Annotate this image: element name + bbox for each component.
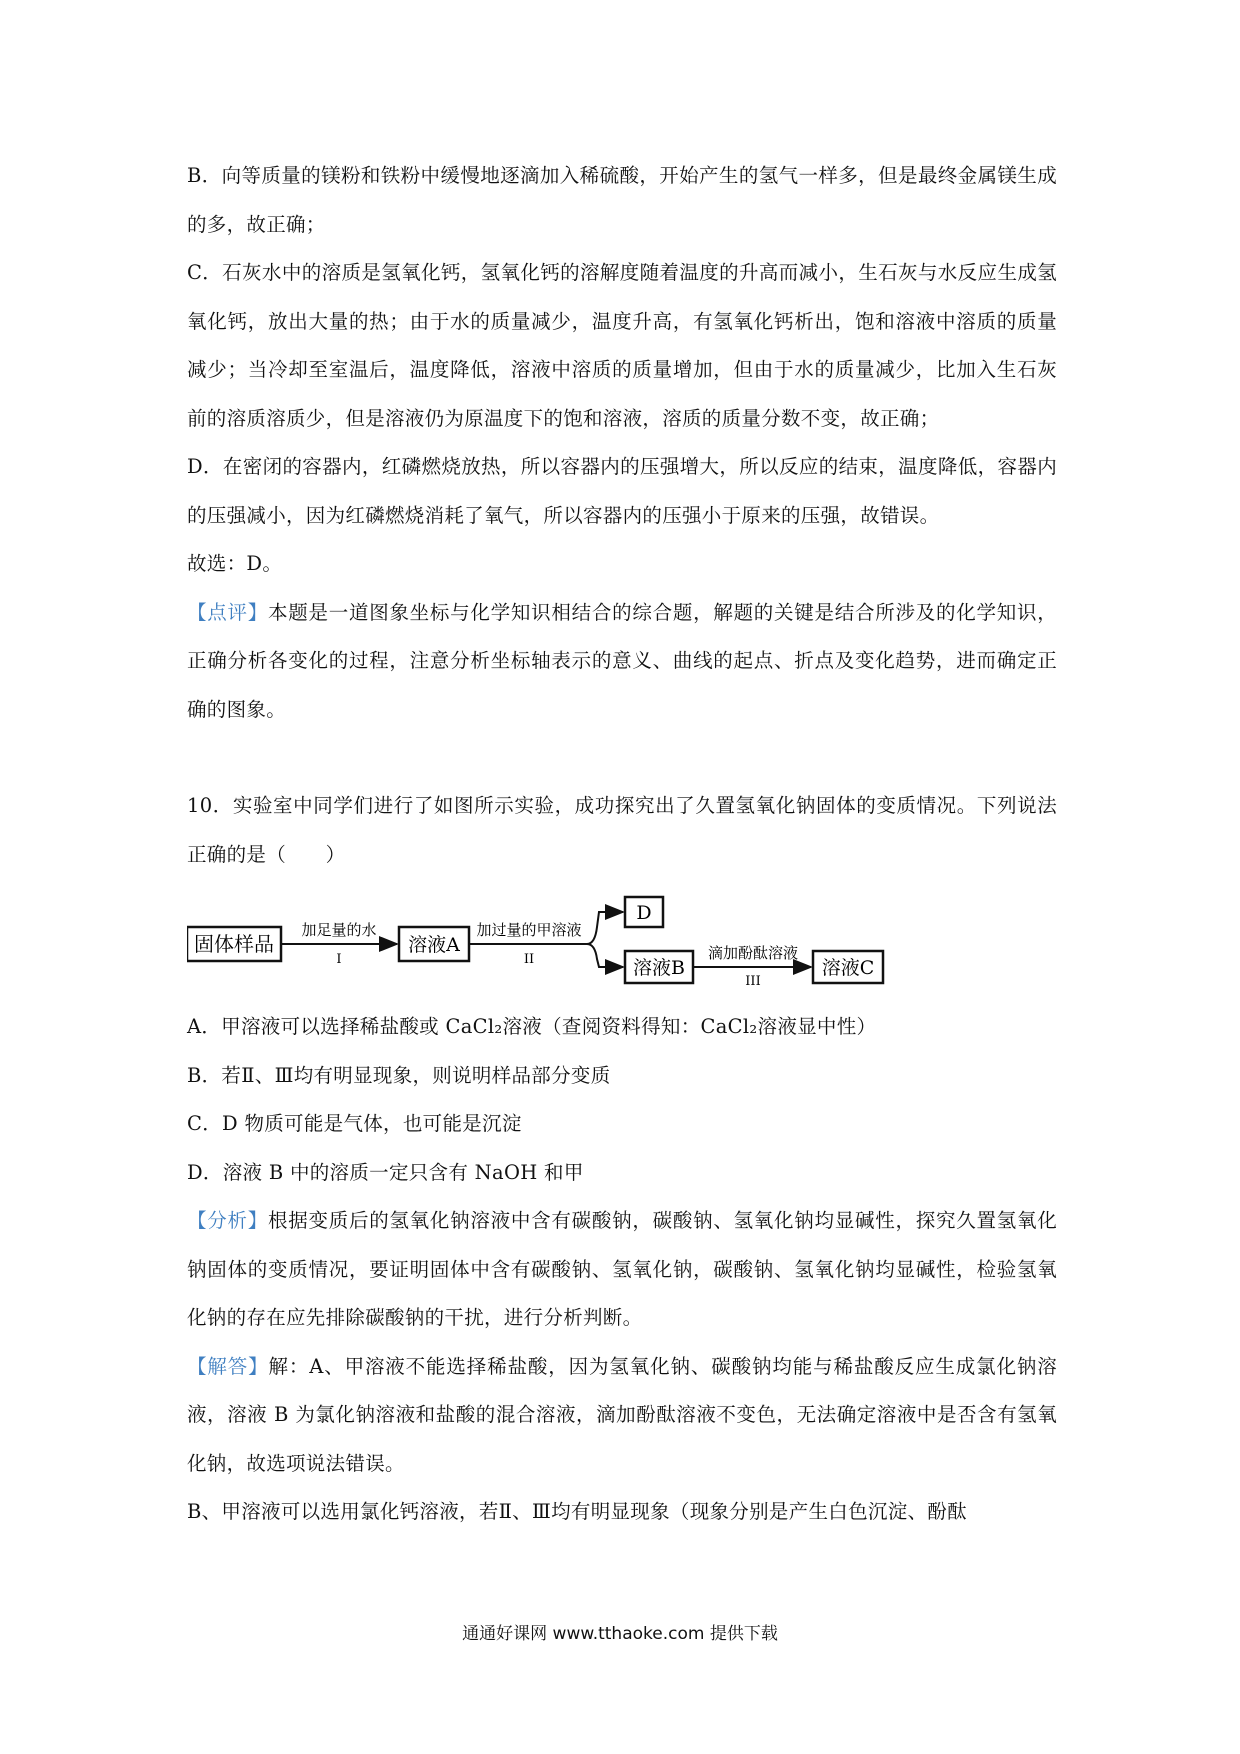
option-c: C．D 物质可能是气体，也可能是沉淀 [187, 1112, 522, 1135]
comment-paragraph [187, 589, 1057, 735]
option-d: D．溶液 B 中的溶质一定只含有 NaOH 和甲 [187, 1160, 584, 1184]
answer-a-text: 解：A、甲溶液不能选择稀盐酸，因为氢氧化钠、碳酸钠均能与稀盐酸反应生成氯化钠溶液，溶液 B 为氯化钠溶液和盐酸的混合溶液，滴加酚酞溶液不变色，无法确定溶液中是否含有氢氧化钠，故选项说法错误。 [187, 1354, 1057, 1475]
answer-choice: 故选：D。 [187, 552, 283, 575]
step-3-label: 滴加酚酞溶液 [707, 944, 799, 962]
page-content [187, 152, 1057, 1537]
question-stem: 10．实验室中同学们进行了如图所示实验，成功探究出了久置氢氧化钠固体的变质情况。下列说法正确的是（ ） [187, 794, 1057, 866]
solution-option-b: B．向等质量的镁粉和铁粉中缓慢地逐滴加入稀硫酸，开始产生的氢气一样多，但是最终金属镁生成的多，故正确； [187, 164, 1057, 236]
answer-tag: 【解答】 [187, 1354, 269, 1378]
solution-b-label: 溶液B [633, 957, 685, 979]
analysis-text: 根据变质后的氢氧化钠溶液中含有碳酸钠，碳酸钠、氢氧化钠均显碱性，探究久置氢氧化钠固体的变质情况，要证明固体中含有碳酸钠、氢氧化钠，碳酸钠、氢氧化钠均显碱性，检验氢氧化钠的存在应先排除碳酸钠的干扰，进行分析判断。 [187, 1209, 1058, 1329]
arrow-to-d [587, 912, 623, 944]
page-footer: 通通好课网 www.tthaoke.com 提供下载 [462, 1624, 778, 1644]
solution-a-label: 溶液A [408, 934, 460, 956]
analysis-paragraph [187, 1197, 1057, 1343]
solution-option-d: D．在密闭的容器内，红磷燃烧放热，所以容器内的压强增大，所以反应的结束，温度降低，容器内的压强减小，因为红磷燃烧消耗了氧气，所以容器内的压强小于原来的压强，故错误。 [187, 455, 1057, 527]
comment-tag: 【点评】 [187, 600, 268, 624]
section-gap [187, 734, 1057, 782]
option-b: B．若Ⅱ、Ⅲ均有明显现象，则说明样品部分变质 [187, 1063, 611, 1087]
experiment-flow-diagram [187, 887, 1057, 997]
step-2-number: II [523, 952, 535, 967]
d-box-label: D [636, 902, 652, 924]
arrow-to-solution-b [587, 944, 623, 967]
solution-c-label: 溶液C [821, 957, 875, 979]
step-3-number: III [745, 974, 761, 989]
step-1-number: I [336, 952, 342, 967]
sample-box-label: 固体样品 [194, 932, 274, 956]
comment-text: 本题是一道图象坐标与化学知识相结合的综合题，解题的关键是结合所涉及的化学知识，正确分析各变化的过程，注意分析坐标轴表示的意义、曲线的起点、折点及变化趋势，进而确定正确的图象。 [187, 600, 1058, 721]
answer-paragraph-b: B、甲溶液可以选用氯化钙溶液，若Ⅱ、Ⅲ均有明显现象（现象分别是产生白色沉淀、酚酞 [187, 1500, 967, 1523]
step-2-label: 加过量的甲溶液 [476, 921, 582, 939]
flow-diagram-svg [187, 887, 1057, 997]
analysis-tag: 【分析】 [187, 1209, 268, 1232]
step-1-label: 加足量的水 [301, 921, 377, 939]
answer-paragraph-a [187, 1343, 1057, 1489]
solution-option-c: C．石灰水中的溶质是氢氧化钙，氢氧化钙的溶解度随着温度的升高而减小，生石灰与水反应生成氢氧化钙，放出大量的热；由于水的质量减少，温度升高，有氢氧化钙析出，饱和溶液中溶质的质量减少；当冷却至室温后，温度降低，溶液中溶质的质量增加，但由于水的质量减少，比加入生石灰前的溶质溶质少，但是溶液仍为原温度下的饱和溶液，溶质的质量分数不变，故正确； [187, 261, 1057, 430]
option-a: A．甲溶液可以选择稀盐酸或 CaCl₂溶液（查阅资料得知：CaCl₂溶液显中性） [187, 1015, 877, 1038]
